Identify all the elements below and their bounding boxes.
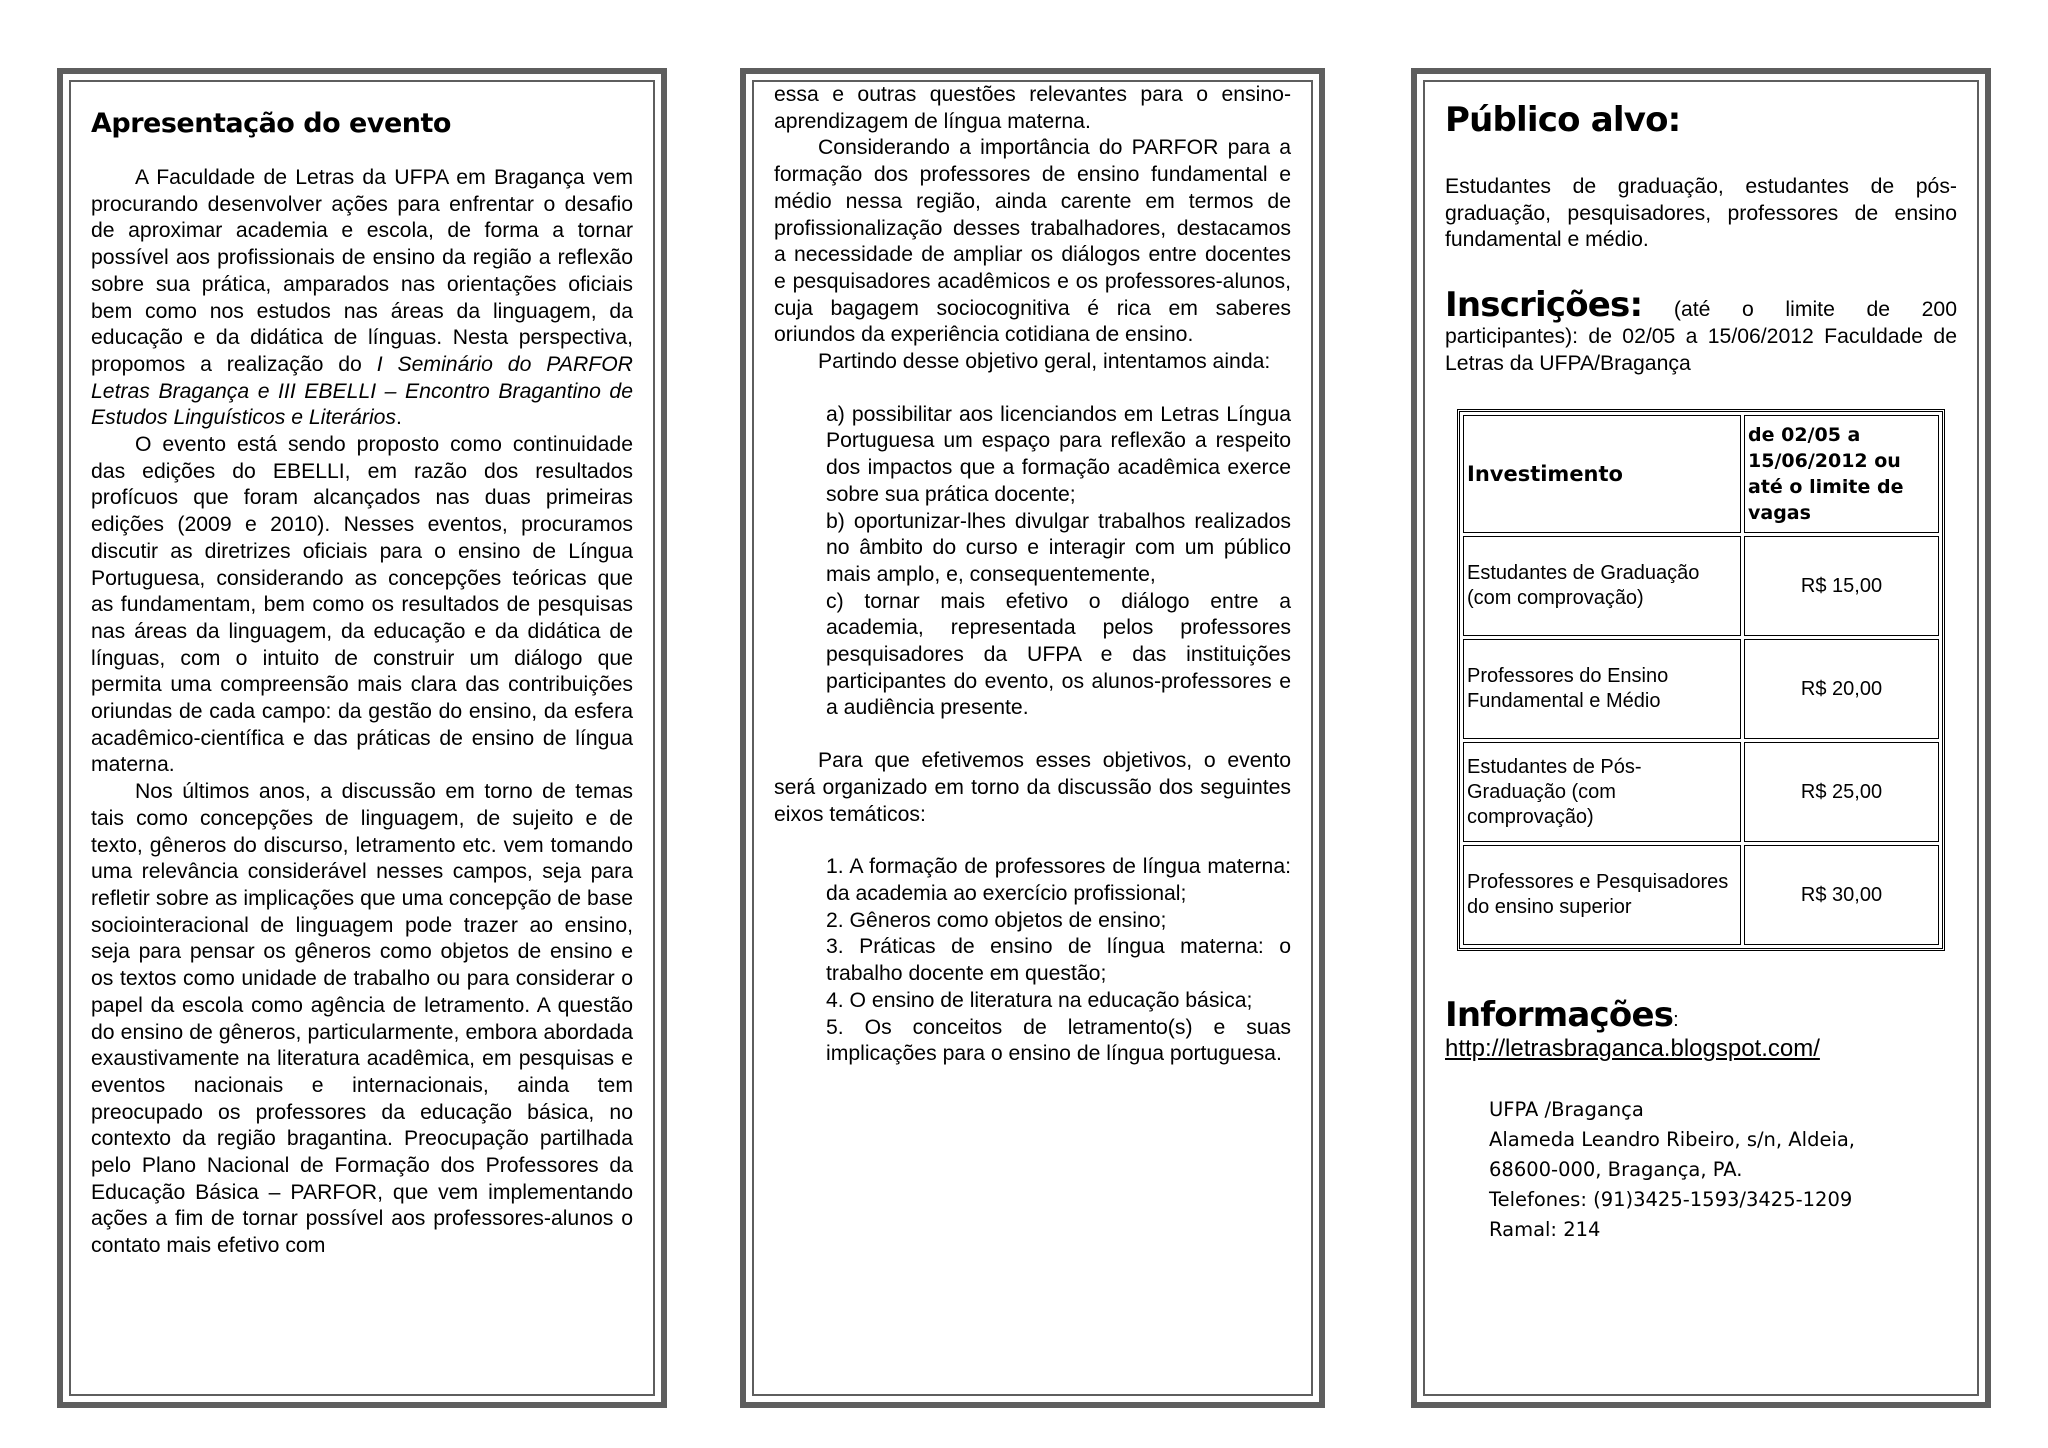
presentation-paragraph-1 [91,165,633,432]
panel-presentation [57,68,667,1408]
objectives-paragraph-1: essa e outras questões relevantes para o ensino-aprendizagem de língua materna. [774,83,1291,133]
theme-item: 3. Práticas de ensino de língua materna: o trabalho docente em questão; [826,935,1291,986]
registration-text: (até o limite de 200 participantes): de 02/05 a 15/06/2012 Faculdade de Letras da UFPA/Bragança [1445,298,1957,376]
table-row [1463,845,1939,945]
table-cell-category: Estudantes de Pós-Graduação (com comprovação) [1463,742,1741,842]
table-row [1463,536,1939,636]
table-cell-price: R$ 25,00 [1744,742,1939,842]
theme-item: 4. O ensino de literatura na educação básica; [826,988,1253,1012]
blog-link[interactable]: http://letrasbraganca.blogspot.com/ [1445,1035,1820,1063]
event-name: I Seminário do PARFOR Letras Bragança e III EBELLI – Encontro Bragantino de Estudos Linguísticos e Literários [91,352,633,430]
presentation-paragraph-3: Nos últimos anos, a discussão em torno de temas tais como concepções de linguagem, de sujeito e de texto, gêneros do discurso, letramento etc. vem tomando uma relevância considerável nesses campos, seja para refletir sobre as implicações que uma concepção de base sociointeracional de linguagem pode trazer ao ensino, seja para pensar os gêneros como objetos de ensino e os textos como unidade de trabalho ou para considerar o papel da escola como agência de letramento. A questão do ensino de gêneros, particularmente, embora abordada exaustivamente na literatura acadêmica, em pesquisas e eventos nacionais e internacionais, ainda tem preocupado os professores da educação básica, no contexto da região bragantina. Preocupação partilhada pelo Plano Nacional de Formação dos Professores da Educação Básica – PARFOR, que vem implementando ações a fim de tornar possível aos professores-alunos o contato mais efetivo com [91,780,633,1258]
themes-list [774,854,1291,1068]
theme-item: 2. Gêneros como objetos de ensino; [826,908,1167,932]
info-heading [1445,995,1957,1035]
address-line: Ramal: 214 [1489,1218,1601,1242]
panel-objectives [740,68,1325,1408]
audience-title: Público alvo: [1445,100,1681,140]
table-row [1463,742,1939,842]
presentation-paragraph-2: O evento está sendo proposto como continuidade das edições do EBELLI, em razão dos resultados profícuos que foram alcançados nas duas primeiras edições (2009 e 2010). Nesses eventos, procuramos discutir as diretrizes oficiais para o ensino de Língua Portuguesa, considerando as concepções teóricas que as fundamentam, bem como os resultados de pesquisas nas áreas da linguagem, da educação e da didática de línguas, com o intuito de construir um diálogo que permita uma compreensão mais clara das contribuições oriundas de cada campo: da gestão do ensino, da esfera acadêmico-científica e das práticas de ensino de língua materna. [91,433,633,777]
theme-item: 1. A formação de professores de língua materna: da academia ao exercício profissional; [826,855,1291,905]
info-title: Informações [1445,995,1674,1036]
pricing-table [1457,409,1945,951]
table-cell-price: R$ 15,00 [1744,536,1939,636]
table-header-investment: Investimento [1463,415,1741,533]
panel-presentation-inner [69,80,655,1396]
address-block [1445,1095,1957,1245]
objectives-paragraph-2: Considerando a importância do PARFOR para a formação dos professores de ensino fundamental e médio nessa região, ainda carente em termos de profissionalização desses trabalhadores, destacamos a necessidade de ampliar os diálogos entre docentes e pesquisadores acadêmicos e os professores-alunos, cuja bagagem sociocognitiva é rica em saberes oriundos da experiência cotidiana de ensino. [774,136,1291,347]
spacer [774,376,1291,402]
objectives-paragraph-3: Partindo desse objetivo geral, intentamos ainda: [818,350,1271,374]
objective-item: c) tornar mais efetivo o diálogo entre a academia, representada pelos professores pesquisadores da UFPA e das instituições participantes do evento, os alunos-professores e a audiência presente. [826,589,1291,720]
presentation-p1-end: . [396,406,402,430]
address-line: Telefones: (91)3425-1593/3425-1209 [1489,1188,1853,1212]
objective-item: b) oportunizar-lhes divulgar trabalhos realizados no âmbito do curso e interagir com um público mais amplo, e, consequentemente, [826,509,1291,586]
objectives-paragraph-4: Para que efetivemos esses objetivos, o evento será organizado em torno da discussão dos seguintes eixos temáticos: [774,749,1291,826]
audience-text: Estudantes de graduação, estudantes de pós-graduação, pesquisadores, professores de ensino fundamental e médio. [1445,175,1957,252]
registration-block [1445,285,1957,377]
presentation-title: Apresentação do evento [91,108,451,139]
table-header-row [1463,415,1939,533]
objective-item: a) possibilitar aos licenciandos em Letras Língua Portuguesa um espaço para reflexão a respeito dos impactos que a formação acadêmica exerce sobre sua prática docente; [826,402,1291,506]
table-cell-price: R$ 20,00 [1744,639,1939,739]
table-cell-category: Professores do Ensino Fundamental e Médio [1463,639,1741,739]
panel-objectives-inner [752,80,1313,1396]
panel-info-inner [1423,80,1979,1396]
spacer [774,722,1291,748]
theme-item: 5. Os conceitos de letramento(s) e suas implicações para o ensino de língua portuguesa. [826,1015,1291,1066]
objectives-list [774,402,1291,722]
panel-info [1411,68,1991,1408]
info-colon: : [1673,1009,1679,1032]
table-header-period: de 02/05 a 15/06/2012 ou até o limite de vagas [1744,415,1939,533]
table-cell-price: R$ 30,00 [1744,845,1939,945]
address-line: 68600-000, Bragança, PA. [1489,1158,1743,1182]
address-line: UFPA /Bragança [1489,1098,1644,1122]
table-row [1463,639,1939,739]
address-line: Alameda Leandro Ribeiro, s/n, Aldeia, [1489,1128,1856,1152]
spacer [774,828,1291,854]
table-cell-category: Professores e Pesquisadores do ensino superior [1463,845,1741,945]
presentation-p1-start: A Faculdade de Letras da UFPA em Bragança vem procurando desenvolver ações para enfrentar o desafio de aproximar academia e escola, de forma a tornar possível aos profissionais de ensino da região a reflexão sobre sua prática, amparados nas orientações oficiais bem como nos estudos nas áreas da linguagem, da educação e da didática de línguas. Nesta perspectiva, propomos a realização do [91,166,633,376]
registration-title: Inscrições: [1445,285,1643,326]
table-cell-category: Estudantes de Graduação (com comprovação) [1463,536,1741,636]
